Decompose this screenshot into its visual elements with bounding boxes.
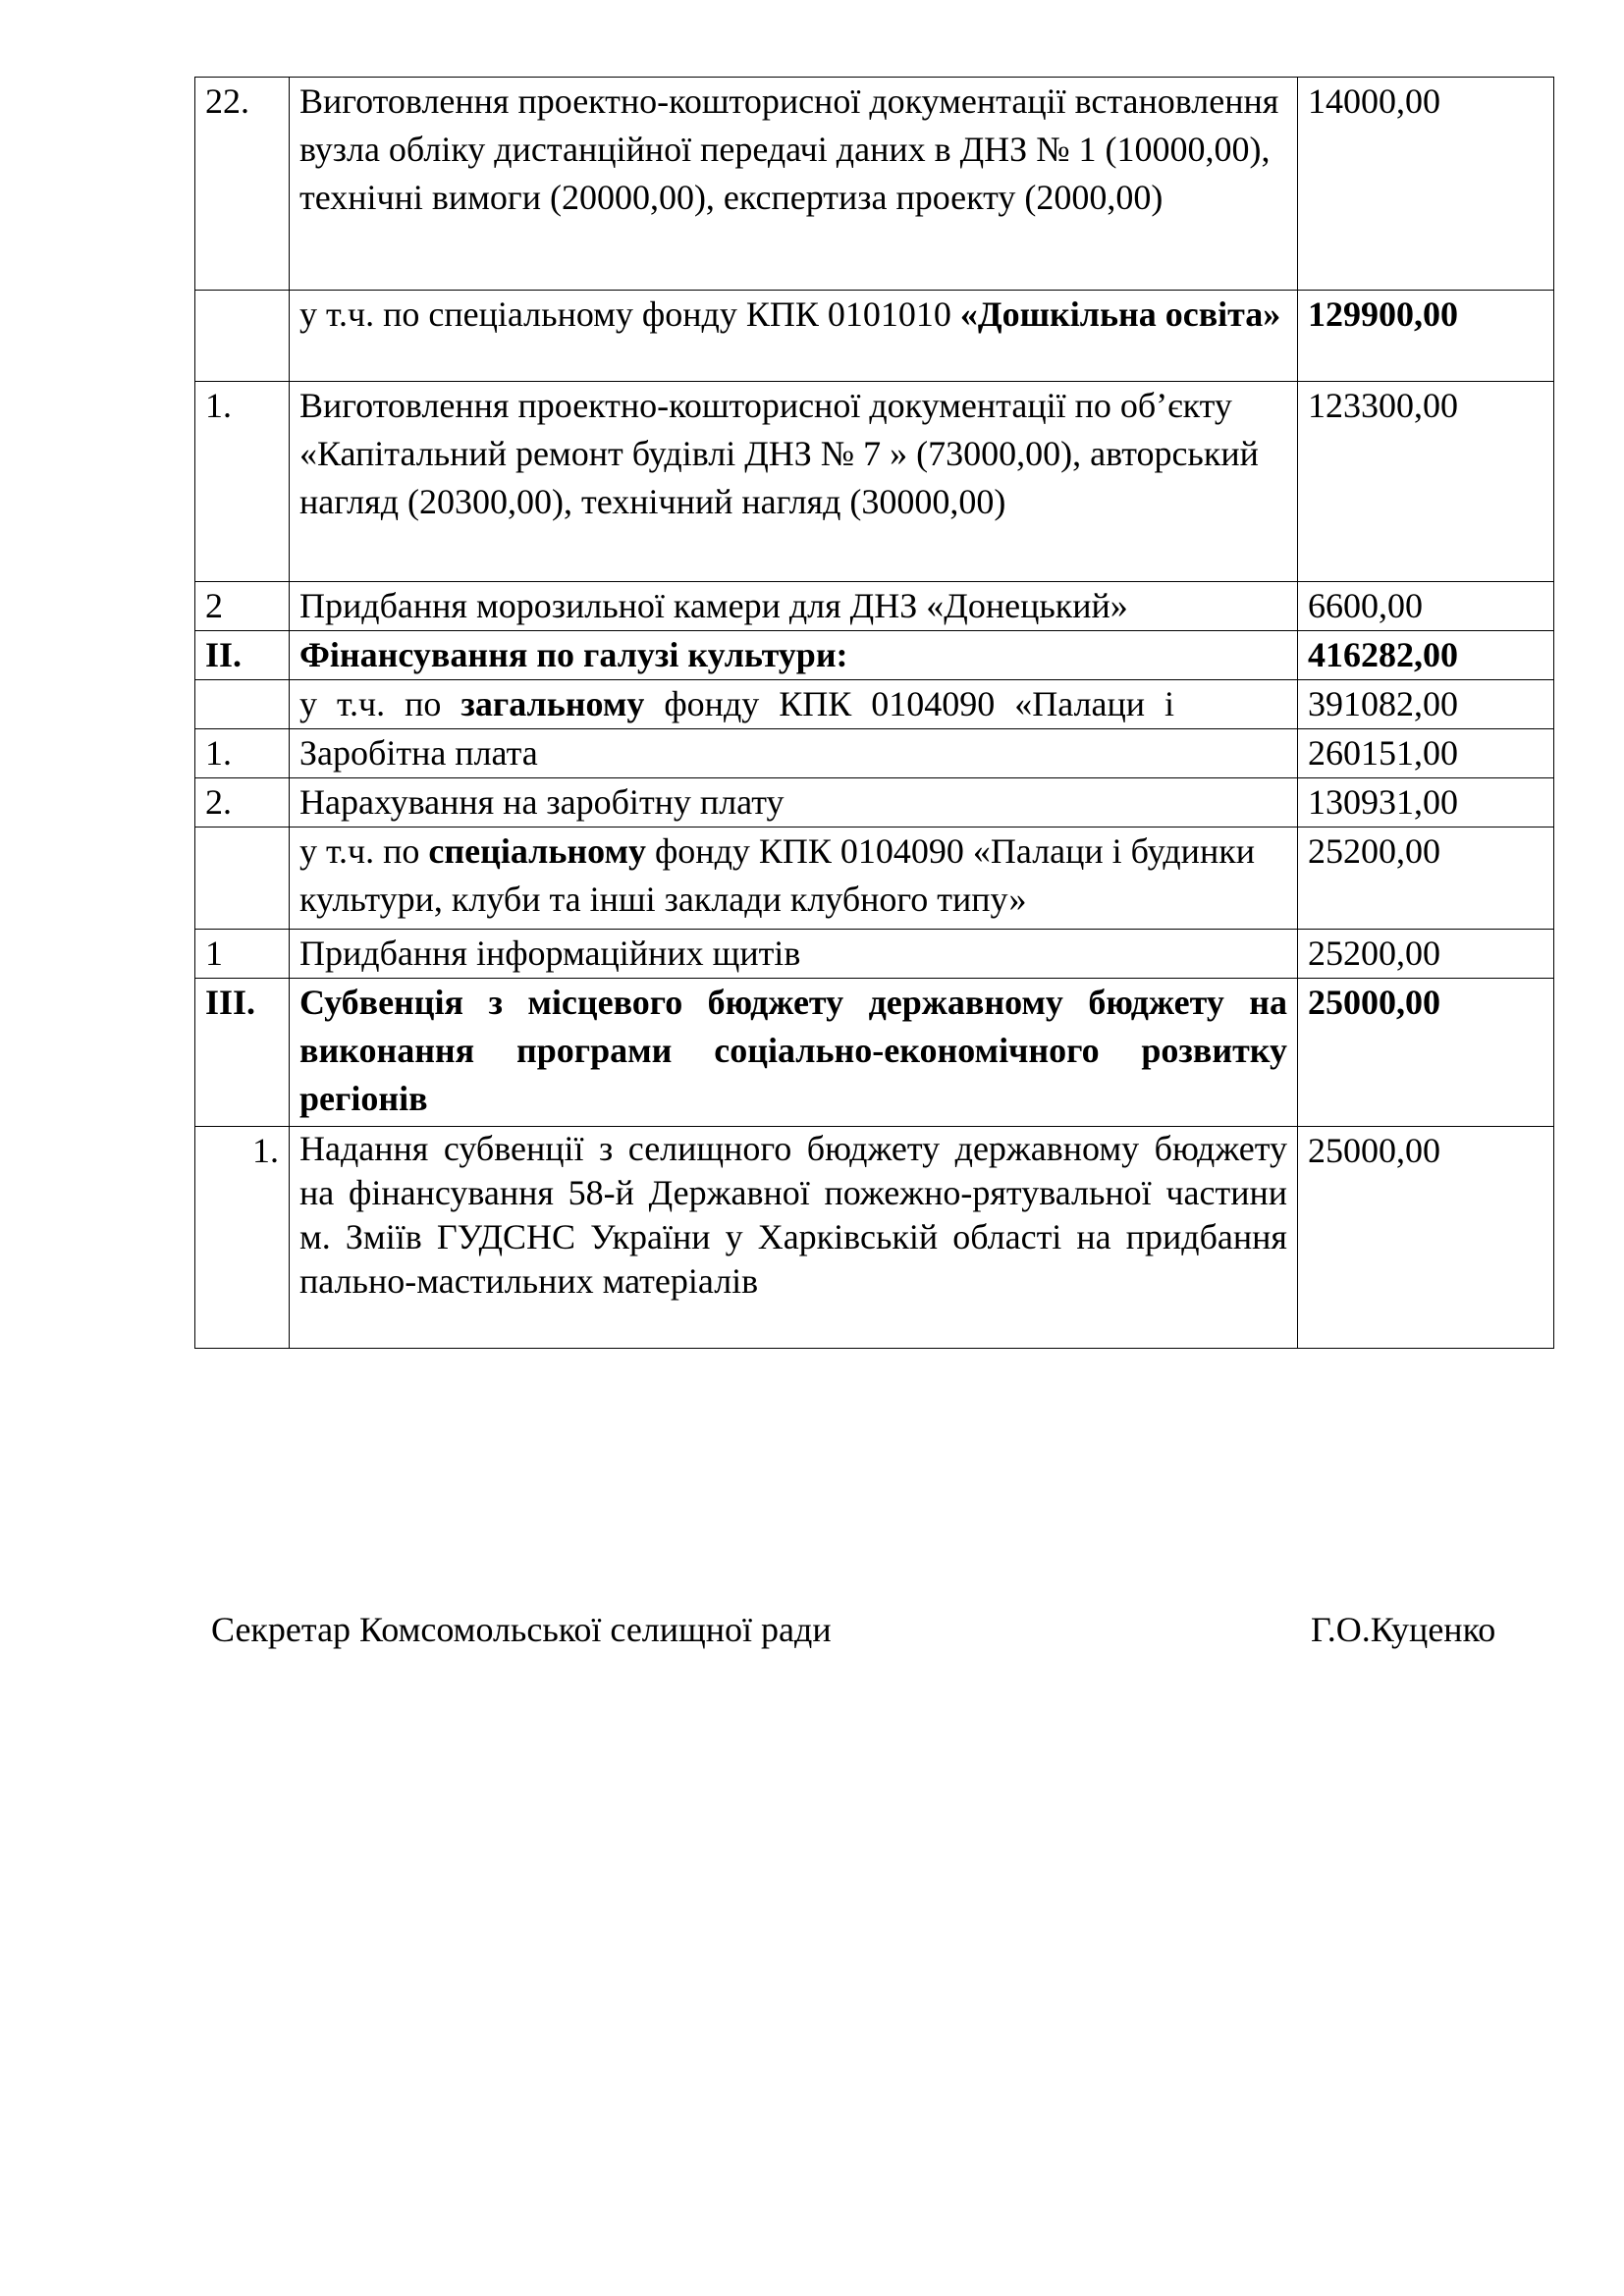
row-number: 2 — [195, 582, 290, 631]
row-amount: 25000,00 — [1298, 979, 1554, 1127]
description-text: у т.ч. по — [299, 684, 461, 723]
table-row — [195, 291, 1554, 382]
row-amount: 260151,00 — [1298, 729, 1554, 778]
row-description: Фінансування по галузі культури: — [290, 631, 1298, 680]
row-number — [195, 680, 290, 729]
table-row — [195, 778, 1554, 828]
row-description: Нарахування на заробітну плату — [290, 778, 1298, 828]
row-amount: 6600,00 — [1298, 582, 1554, 631]
row-amount: 25000,00 — [1298, 1127, 1554, 1349]
row-number — [195, 291, 290, 382]
row-description — [290, 680, 1298, 729]
row-description — [290, 828, 1298, 930]
row-number: 22. — [195, 78, 290, 291]
table-row — [195, 582, 1554, 631]
description-emphasis: спеціальному — [428, 831, 646, 871]
row-description — [290, 291, 1298, 382]
table-row — [195, 1127, 1554, 1349]
row-amount: 25200,00 — [1298, 828, 1554, 930]
description-emphasis: загальному — [460, 684, 645, 723]
description-text: фонду КПК 0104090 «Палаци і — [644, 684, 1175, 723]
row-description: Придбання інформаційних щитів — [290, 930, 1298, 979]
row-description: Виготовлення проектно-кошторисної документації встановлення вузла обліку дистанційної передачі даних в ДНЗ № 1 (10000,00), технічні вимоги (20000,00), експертиза проекту (2000,00) — [290, 78, 1298, 291]
row-description: Субвенція з місцевого бюджету державному бюджету на виконання програми соціально-економічного розвитку регіонів — [290, 979, 1298, 1127]
row-number: 1. — [195, 1127, 290, 1349]
description-text: у т.ч. по спеціальному фонду КПК 0101010 — [299, 294, 960, 334]
table-row — [195, 382, 1554, 582]
row-number: 2. — [195, 778, 290, 828]
description-emphasis: «Дошкільна освіта» — [959, 294, 1281, 334]
row-number: 1. — [195, 729, 290, 778]
table-row — [195, 729, 1554, 778]
row-amount: 391082,00 — [1298, 680, 1554, 729]
row-number: 1. — [195, 382, 290, 582]
budget-table — [194, 77, 1554, 1349]
row-amount: 25200,00 — [1298, 930, 1554, 979]
row-description: Надання субвенції з селищного бюджету державному бюджету на фінансування 58-й Державної пожежно-рятувальної частини м. Зміїв ГУДСНС України у Харківській області на придбання пально-мастильних матеріалів — [290, 1127, 1298, 1349]
description-text: фонду КПК 0104090 «Палаци і будинки культури, клуби та інші заклади клубного типу» — [299, 831, 1255, 919]
row-number: 1 — [195, 930, 290, 979]
table-row — [195, 680, 1554, 729]
table-row — [195, 631, 1554, 680]
table-row — [195, 828, 1554, 930]
row-description: Придбання морозильної камери для ДНЗ «Донецький» — [290, 582, 1298, 631]
row-number — [195, 828, 290, 930]
row-description: Виготовлення проектно-кошторисної документації по об’єкту «Капітальний ремонт будівлі ДНЗ № 7 » (73000,00), авторський нагляд (20300,00), технічний нагляд (30000,00) — [290, 382, 1298, 582]
table-row — [195, 930, 1554, 979]
row-amount: 416282,00 — [1298, 631, 1554, 680]
row-description: Заробітна плата — [290, 729, 1298, 778]
row-amount: 123300,00 — [1298, 382, 1554, 582]
signature-name: Г.О.Куценко — [1311, 1610, 1496, 1649]
table-row — [195, 979, 1554, 1127]
row-amount: 14000,00 — [1298, 78, 1554, 291]
table-row — [195, 78, 1554, 291]
signature-position: Секретар Комсомольської селищної ради — [211, 1610, 832, 1649]
row-amount: 130931,00 — [1298, 778, 1554, 828]
row-amount: 129900,00 — [1298, 291, 1554, 382]
row-number: ІІІ. — [195, 979, 290, 1127]
row-number: ІІ. — [195, 631, 290, 680]
description-text: у т.ч. по — [299, 831, 429, 871]
